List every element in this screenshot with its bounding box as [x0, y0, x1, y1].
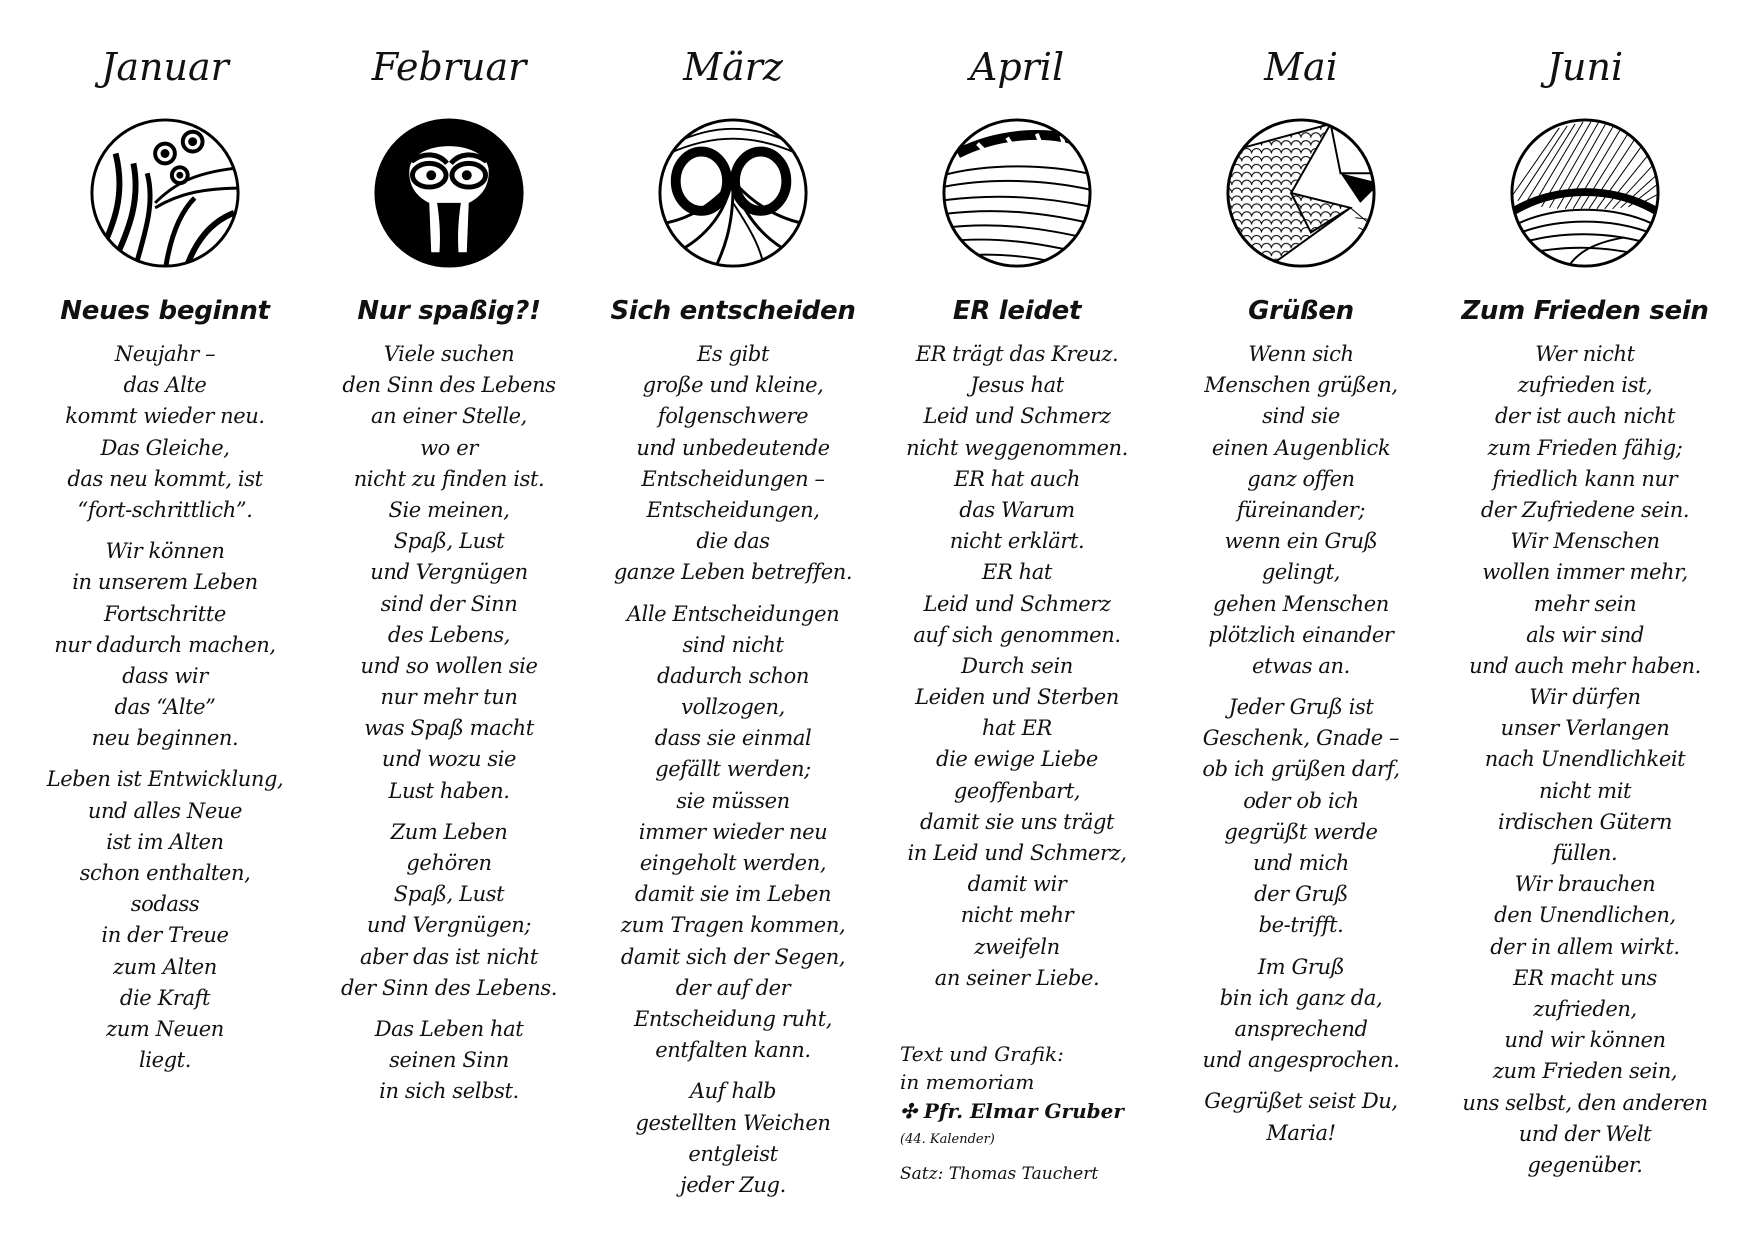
poem-line: füllen. — [1552, 841, 1618, 865]
poem-line: liegt. — [138, 1048, 191, 1073]
poem-line: Leiden und Sterben — [915, 685, 1119, 710]
poem-line: be-trifft. — [1258, 913, 1344, 938]
poem-line: an seiner Liebe. — [934, 965, 1100, 990]
poem-line: die ewige Liebe — [936, 747, 1098, 772]
poem-line: Alle Entscheidungen — [626, 601, 840, 626]
poem-line: ER hat auch — [954, 466, 1080, 491]
poem-line: ob ich grüßen darf, — [1202, 757, 1400, 782]
poem-line: gestellten Weichen — [635, 1110, 831, 1135]
poem-line: nicht zu finden ist. — [353, 466, 545, 491]
credits-line: in memoriam — [900, 1070, 1035, 1094]
stanza — [341, 817, 557, 1004]
poem-line: nicht erklärt. — [949, 529, 1085, 554]
poem-line: wo er — [420, 435, 478, 460]
poem-line: damit sich der Segen, — [620, 944, 846, 969]
poem-line: eingeholt werden, — [639, 851, 827, 875]
poem-line: mehr sein — [1533, 591, 1637, 616]
poem-line: gelingt, — [1261, 560, 1341, 585]
poem-line: Viele suchen — [383, 342, 515, 366]
poem-line: Neujahr – — [114, 342, 216, 366]
credits-line: Text und Grafik: — [900, 1042, 1064, 1066]
poem-line: nicht mehr — [960, 903, 1074, 928]
poem-line: der Sinn des Lebens. — [341, 975, 557, 1000]
poem-line: damit wir — [967, 872, 1067, 897]
poem-line: ER hat — [982, 560, 1052, 585]
poem-line: vollzogen, — [681, 695, 785, 720]
stanza — [47, 764, 284, 1076]
column-title: Grüßen — [1248, 296, 1354, 326]
poem-line: das “Alte” — [114, 695, 216, 720]
poem-line: hat ER — [982, 716, 1052, 741]
month-column-juni — [1450, 0, 1720, 1240]
column-title: Sich entscheiden — [610, 296, 856, 326]
poem-line: auf sich genommen. — [913, 622, 1121, 647]
credits-block — [900, 1040, 1124, 1192]
stanza — [1202, 952, 1399, 1077]
month-heading: April — [969, 45, 1065, 89]
poem-line: wenn ein Gruß — [1224, 529, 1378, 554]
januar-medallion-graphic — [86, 114, 244, 272]
poem-line: nicht mit — [1538, 778, 1632, 803]
poem-line: gehören — [406, 851, 492, 875]
poem-line: Entscheidungen – — [641, 466, 825, 491]
februar-medallion-graphic — [370, 114, 528, 272]
poem-line: Im Gruß — [1257, 954, 1345, 979]
poem-line: Spaß, Lust — [393, 882, 505, 907]
poem-line: zweifeln — [974, 934, 1060, 959]
poem-line: Das Leben hat — [374, 1016, 524, 1041]
month-heading: Mai — [1264, 45, 1338, 89]
poem-line: was Spaß macht — [364, 716, 534, 741]
poem-line: seinen Sinn — [389, 1048, 509, 1073]
month-column-februar — [314, 0, 584, 1240]
poem-line: aber das ist nicht — [360, 944, 538, 969]
poem-line: plötzlich einander — [1208, 622, 1394, 647]
poem-line: etwas an. — [1252, 653, 1350, 678]
poem-line: gefällt werden; — [655, 757, 811, 782]
poem-line: sind nicht — [682, 632, 784, 657]
poem-line: und unbedeutende — [636, 435, 830, 460]
month-column-maerz — [598, 0, 868, 1240]
poem-line: das Warum — [959, 497, 1075, 522]
poem-line: ist im Alten — [106, 829, 224, 854]
poem-line: und mich — [1253, 851, 1349, 875]
poem-text — [341, 339, 557, 1118]
stanza — [47, 339, 284, 526]
poem-line: der Gruß — [1254, 882, 1348, 907]
stanza — [614, 1076, 852, 1201]
poem-line: Maria! — [1266, 1120, 1336, 1145]
poem-line: jeder Zug. — [680, 1172, 786, 1197]
poem-line: zum Alten — [113, 954, 217, 979]
poem-line: ER trägt das Kreuz. — [915, 342, 1119, 366]
poem-line: zum Neuen — [106, 1016, 224, 1041]
month-column-januar — [30, 0, 300, 1240]
poem-line: nach Unendlichkeit — [1484, 747, 1686, 772]
poem-line: der auf der — [675, 975, 791, 1000]
stanza — [1202, 692, 1399, 942]
poem-line: Leid und Schmerz — [923, 404, 1111, 429]
poem-line: Durch sein — [961, 653, 1073, 678]
poem-line: Lust haben. — [388, 778, 510, 803]
calendar-sheet — [30, 0, 1720, 1240]
poem-line: Wir dürfen — [1529, 685, 1641, 710]
poem-line: und auch mehr haben. — [1469, 653, 1701, 678]
month-heading: Juni — [1546, 45, 1624, 89]
poem-text — [1462, 339, 1707, 1191]
credits-author: ✣ Pfr. Elmar Gruber — [900, 1099, 1124, 1123]
poem-line: sie müssen — [676, 788, 790, 813]
credits-typesetter: Satz: Thomas Tauchert — [900, 1164, 1099, 1184]
poem-line: und so wollen sie — [360, 653, 538, 678]
month-heading: Januar — [101, 45, 229, 89]
poem-line: damit sie uns trägt — [919, 809, 1115, 834]
poem-line: nur mehr tun — [380, 685, 518, 710]
stanza — [341, 339, 557, 807]
april-medallion-graphic — [938, 114, 1096, 272]
poem-line: und wozu sie — [381, 747, 517, 772]
poem-line: Wenn sich — [1248, 342, 1354, 366]
poem-line: einen Augenblick — [1211, 435, 1391, 460]
poem-line: zum Tragen kommen, — [620, 913, 846, 938]
poem-line: schon enthalten, — [79, 861, 251, 885]
poem-line: zum Frieden fähig; — [1487, 435, 1683, 460]
poem-line: kommt wieder neu. — [65, 404, 265, 429]
poem-text — [906, 339, 1128, 1004]
poem-line: in sich selbst. — [379, 1079, 519, 1104]
column-title: Nur spaßig?! — [357, 296, 541, 326]
stanza — [906, 339, 1128, 994]
poem-line: friedlich kann nur — [1492, 466, 1678, 491]
poem-line: der ist auch nicht — [1495, 404, 1675, 429]
poem-line: gegrüßt werde — [1224, 819, 1378, 844]
poem-text — [1202, 339, 1399, 1159]
poem-line: Jeder Gruß ist — [1228, 695, 1374, 720]
poem-line: Entscheidung ruht, — [633, 1006, 833, 1031]
poem-line: als wir sind — [1526, 622, 1644, 647]
poem-line: Auf halb — [689, 1079, 777, 1104]
poem-line: ER macht uns — [1513, 965, 1657, 990]
month-heading: März — [683, 45, 783, 89]
poem-line: unser Verlangen — [1500, 716, 1670, 741]
stanza — [1202, 339, 1399, 682]
poem-line: und alles Neue — [87, 798, 243, 823]
mai-medallion-graphic — [1222, 114, 1380, 272]
juni-medallion-graphic — [1506, 114, 1664, 272]
poem-line: den Sinn des Lebens — [342, 373, 556, 398]
poem-line: zufrieden, — [1533, 996, 1637, 1021]
month-column-mai — [1166, 0, 1436, 1240]
stanza — [1462, 339, 1707, 1181]
poem-line: und angesprochen. — [1202, 1048, 1400, 1073]
poem-line: Wir können — [105, 539, 225, 564]
poem-line: zufrieden ist, — [1517, 373, 1653, 398]
stanza — [614, 599, 852, 1067]
stanza — [614, 339, 852, 589]
poem-line: Spaß, Lust — [393, 529, 505, 554]
poem-line: geoffenbart, — [953, 778, 1081, 803]
poem-line: nicht weggenommen. — [906, 435, 1128, 460]
poem-line: Zum Leben — [390, 819, 508, 844]
poem-line: an einer Stelle, — [371, 404, 527, 429]
poem-line: ganze Leben betreffen. — [613, 560, 853, 585]
poem-line: entfalten kann. — [655, 1038, 811, 1063]
poem-line: das Alte — [123, 373, 207, 398]
poem-line: sodass — [130, 892, 200, 917]
poem-line: in unserem Leben — [72, 570, 258, 595]
poem-line: damit sie im Leben — [634, 882, 832, 907]
poem-line: des Lebens, — [387, 622, 511, 647]
poem-line: uns selbst, den anderen — [1462, 1090, 1708, 1115]
poem-line: Gegrüßet seist Du, — [1204, 1089, 1398, 1114]
poem-line: Wir brauchen — [1514, 872, 1656, 897]
poem-line: Das Gleiche, — [100, 435, 230, 460]
poem-line: dass sie einmal — [654, 726, 812, 751]
poem-line: irdischen Gütern — [1498, 809, 1672, 834]
poem-line: wollen immer mehr, — [1482, 560, 1688, 585]
poem-line: Entscheidungen, — [646, 497, 820, 522]
stanza — [47, 536, 284, 754]
poem-line: und der Welt — [1518, 1121, 1652, 1146]
poem-line: immer wieder neu — [638, 819, 828, 844]
poem-text — [47, 339, 284, 1086]
poem-line: Fortschritte — [104, 601, 226, 626]
stanza — [1202, 1086, 1399, 1148]
poem-line: Leben ist Entwicklung, — [46, 767, 284, 792]
poem-line: Sie meinen, — [388, 497, 510, 522]
poem-line: Wer nicht — [1535, 342, 1635, 366]
poem-line: füreinander; — [1236, 497, 1366, 522]
poem-line: ansprechend — [1234, 1016, 1368, 1041]
poem-text — [614, 339, 852, 1211]
poem-line: nur dadurch machen, — [54, 632, 276, 657]
poem-line: Jesus hat — [970, 373, 1064, 398]
column-title: Zum Frieden sein — [1461, 296, 1709, 326]
poem-line: große und kleine, — [642, 373, 824, 398]
month-column-april — [882, 0, 1152, 1240]
poem-line: den Unendlichen, — [1494, 903, 1676, 928]
column-title: Neues beginnt — [60, 296, 270, 326]
poem-line: und Vergnügen; — [366, 913, 532, 938]
poem-line: folgenschwere — [657, 404, 809, 429]
poem-line: in der Treue — [101, 923, 229, 948]
poem-line: dass wir — [122, 663, 208, 688]
month-heading: Februar — [371, 45, 527, 89]
stanza — [341, 1014, 557, 1108]
poem-line: gehen Menschen — [1213, 591, 1389, 616]
poem-line: Leid und Schmerz — [923, 591, 1111, 616]
poem-line: und wir können — [1504, 1028, 1666, 1053]
poem-line: bin ich ganz da, — [1219, 985, 1383, 1010]
poem-line: dadurch schon — [657, 663, 809, 688]
poem-line: und Vergnügen — [370, 560, 528, 585]
poem-line: sind der Sinn — [380, 591, 518, 616]
poem-line: ganz offen — [1247, 466, 1355, 491]
poem-line: zum Frieden sein, — [1492, 1059, 1678, 1084]
poem-line: Geschenk, Gnade – — [1202, 726, 1400, 751]
credits-note: (44. Kalender) — [900, 1132, 995, 1147]
column-title: ER leidet — [952, 296, 1082, 326]
poem-line: der in allem wirkt. — [1490, 934, 1680, 959]
poem-line: entgleist — [688, 1141, 778, 1166]
poem-line: die Kraft — [119, 985, 211, 1010]
poem-line: Menschen grüßen, — [1204, 373, 1398, 398]
poem-line: Wir Menschen — [1510, 529, 1660, 554]
poem-line: oder ob ich — [1243, 788, 1359, 813]
poem-line: “fort-schrittlich”. — [77, 497, 253, 522]
poem-line: Es gibt — [696, 342, 770, 366]
poem-line: das neu kommt, ist — [67, 466, 263, 491]
poem-line: in Leid und Schmerz, — [907, 841, 1127, 865]
maerz-medallion-graphic — [654, 114, 812, 272]
poem-line: gegenüber. — [1527, 1152, 1643, 1177]
poem-line: die das — [696, 529, 770, 554]
poem-line: der Zufriedene sein. — [1480, 497, 1690, 522]
poem-line: sind sie — [1262, 404, 1340, 429]
poem-line: neu beginnen. — [91, 726, 239, 751]
